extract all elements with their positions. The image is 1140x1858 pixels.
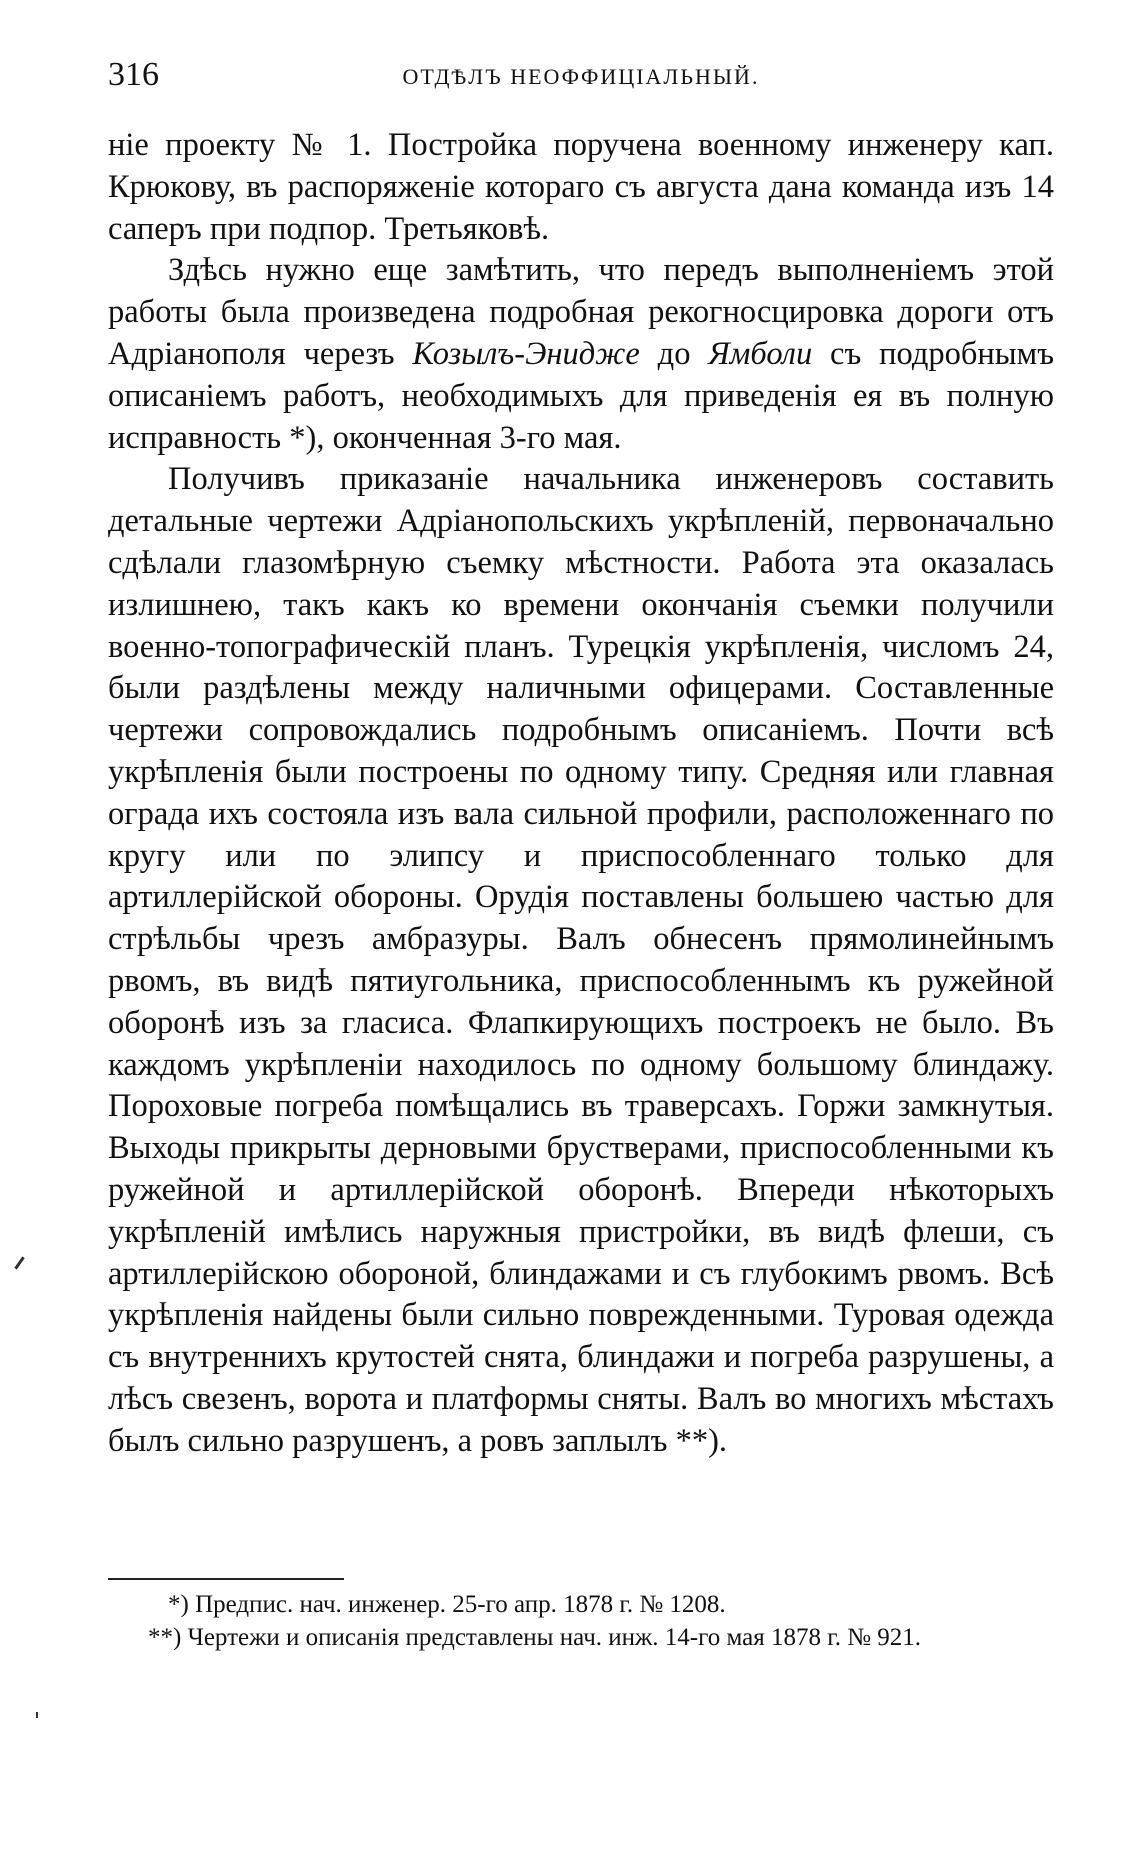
margin-mark [14, 1256, 24, 1269]
footnote-2: **) Чертежи и описанія представлены нач. инж. 14-го мая 1878 г. № 921. [148, 1624, 922, 1651]
page-number: 316 [108, 56, 159, 93]
main-text [108, 125, 1054, 1463]
paragraph-3: Получивъ приказаніе начальника инженеровъ составить детальные чертежи Адріанопольскихъ укрѣпленій, первоначально сдѣлали глазомѣрную съемку мѣстности. Работа эта оказалась излишнею, такъ какъ ко времени окончанія съемки получили военно-топографическій планъ. Турецкія укрѣпленія, числомъ 24, были раздѣлены между наличными офицерами. Составленные чертежи сопровождались подробнымъ описаніемъ. Почти всѣ укрѣпленія были построены по одному типу. Средняя или главная ограда ихъ состояла изъ вала сильной профили, расположеннаго по кругу или по элипсу и приспособленнаго только для артиллерійской обороны. Орудія поставлены большею частью для стрѣльбы чрезъ амбразуры. Валъ обнесенъ прямолинейнымъ рвомъ, въ видѣ пятиугольника, приспособленнымъ къ ружейной оборонѣ изъ за гласиса. Флапкирующихъ построекъ не было. Въ каждомъ укрѣпленіи находилось по одному большому блиндажу. Пороховые погреба помѣщались въ траверсахъ. Горжи замкнутыя. Выходы прикрыты дерновыми брустверами, приспособленными къ ружейной и артиллерійской оборонѣ. Впереди нѣкоторыхъ укрѣпленій имѣлись наружныя пристройки, въ видѣ флеши, съ артиллерійскою обороной, блиндажами и съ глубокимъ рвомъ. Всѣ укрѣпленія найдены были сильно поврежденными. Туровая одежда съ внутреннихъ крутостей снята, блиндажи и погреба разрушены, а лѣсъ свезенъ, ворота и платформы сняты. Валъ во многихъ мѣстахъ былъ сильно разрушенъ, а ровъ заплылъ **). [108, 461, 1054, 1459]
paragraph-2-text-start: Здѣсь нужно еще замѣтить, что передъ выполненіемъ этой работы была произведена подробная рекогносцировка дороги отъ Адріанополя черезъ [108, 252, 1054, 372]
footnotes [108, 1588, 1054, 1654]
place-name-yamboli: Ямболи [708, 335, 813, 372]
paragraph-2 [108, 250, 1054, 459]
place-name-kozyl-enidzhe: Козылъ-Эниджe [412, 335, 640, 372]
margin-speck [36, 1712, 38, 1718]
paragraph-2-text-end: съ подробнымъ описаніемъ работъ, необходимыхъ для приведенія ея въ полную исправность *), оконченная 3-го мая. [108, 335, 1054, 456]
running-head: ОТДѢЛЪ НЕОФФИЦІАЛЬНЫЙ. [402, 64, 760, 89]
footnote-rule [108, 1578, 344, 1580]
paragraph-1: ніе проекту № 1. Постройка поручена военному инженеру кап. Крюкову, въ распоряженіе котораго съ августа дана команда изъ 14 саперъ при подпор. Третьяковѣ. [108, 127, 1054, 247]
footnote-1: *) Предпис. нач. инженер. 25-го апр. 1878 г. № 1208. [168, 1591, 726, 1618]
page-header [108, 56, 1054, 106]
paragraph-2-text-mid: до [639, 335, 709, 372]
